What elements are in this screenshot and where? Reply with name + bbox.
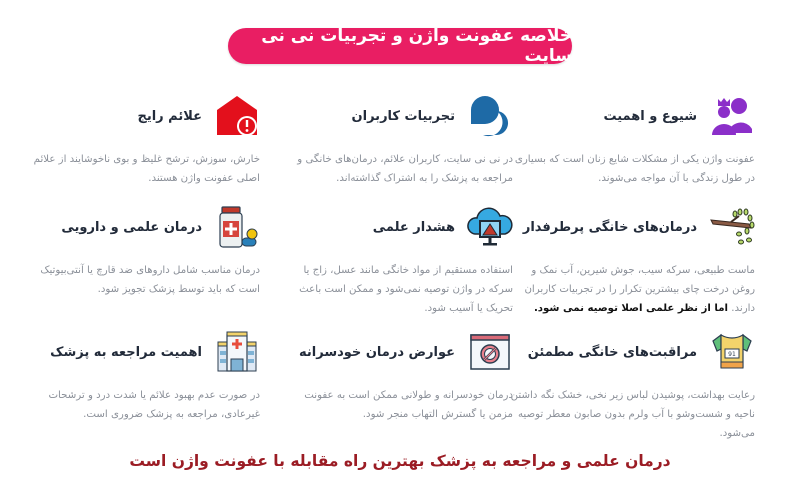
branch-leaves-icon xyxy=(709,204,755,250)
home-alert-icon xyxy=(214,93,260,139)
cloud-warning-monitor-icon xyxy=(467,204,513,250)
footer-conclusion: درمان علمی و مراجعه به پزشک بهترین راه مقابله با عفونت واژن است xyxy=(129,452,671,470)
card-text: درمان خودسرانه و طولانی ممکن است به عفونت مزمن یا گسترش التهاب منجر شود. xyxy=(304,390,513,420)
card-text: رعایت بهداشت، پوشیدن لباس زیر نخی، خشک نگه داشتن ناحیه و شست‌وشو با آب ولرم بدون صابون معطر توصیه می‌شود. xyxy=(510,390,755,439)
card-heading: هشدار علمی xyxy=(372,219,455,235)
card-heading: عوارض درمان خودسرانه xyxy=(299,344,455,360)
card-popular-home-remedies xyxy=(522,203,775,318)
card-text-emphasis: اما از نظر علمی اصلا توصیه نمی شود. xyxy=(533,303,729,314)
card-heading: درمان‌های خانگی پرطرفدار xyxy=(522,219,697,235)
card-prevalence xyxy=(514,92,775,207)
card-common-symptoms xyxy=(35,92,280,207)
blocked-window-icon xyxy=(467,329,513,375)
card-see-doctor xyxy=(35,328,280,443)
page-title: خلاصه عفونت واژن و تجربیات نی نی سایت xyxy=(228,28,572,64)
card-heading: علائم رایج xyxy=(137,108,202,124)
hospital-icon xyxy=(214,329,260,375)
card-text: استفاده مستقیم از مواد خانگی مانند عسل، زاج یا سرکه در واژن توصیه نمی‌شود و ممکن است باعث تحریک یا آسیب شود. xyxy=(299,265,513,314)
card-scientific-warning xyxy=(290,203,535,318)
card-user-experiences xyxy=(290,92,535,207)
card-heading: شیوع و اهمیت xyxy=(603,108,697,124)
svg-text:91: 91 xyxy=(728,351,736,358)
card-text xyxy=(510,261,755,318)
card-heading: مراقبت‌های خانگی مطمئن xyxy=(527,344,697,360)
users-crown-icon xyxy=(709,93,755,139)
card-text: عفونت واژن یکی از مشکلات شایع زنان است که بسیاری در طول زندگی با آن مواجه می‌شوند. xyxy=(514,154,755,184)
card-text: در نی نی سایت، کاربران علائم، درمان‌های خانگی و مراجعه به پزشک را به اشتراک گذاشته‌اند. xyxy=(297,154,513,184)
card-medical-treatment xyxy=(35,203,280,318)
card-heading: درمان علمی و دارویی xyxy=(61,219,202,235)
shirt-icon xyxy=(709,329,755,375)
card-text: خارش، سوزش، ترشح غلیظ و بوی ناخوشایند از علائم اصلی عفونت واژن هستند. xyxy=(33,154,260,184)
card-text: در صورت عدم بهبود علائم یا شدت درد و ترشحات غیرعادی، مراجعه به پزشک ضروری است. xyxy=(48,390,260,420)
card-safe-home-care xyxy=(510,328,775,443)
card-heading: اهمیت مراجعه به پزشک xyxy=(50,344,202,360)
card-text-body: ماست طبیعی، سرکه سیب، جوش شیرین، آب نمک و روغن درخت چای بیشترین تکرار را در تجربیات کاربران دارند. xyxy=(524,265,755,314)
card-self-treatment-risks xyxy=(290,328,535,443)
card-heading: تجربیات کاربران xyxy=(351,108,455,124)
chat-bubbles-icon xyxy=(467,93,513,139)
medicine-bottle-icon xyxy=(214,204,260,250)
card-text: درمان مناسب شامل داروهای ضد قارچ یا آنتی‌بیوتیک است که باید توسط پزشک تجویز شود. xyxy=(40,265,260,295)
